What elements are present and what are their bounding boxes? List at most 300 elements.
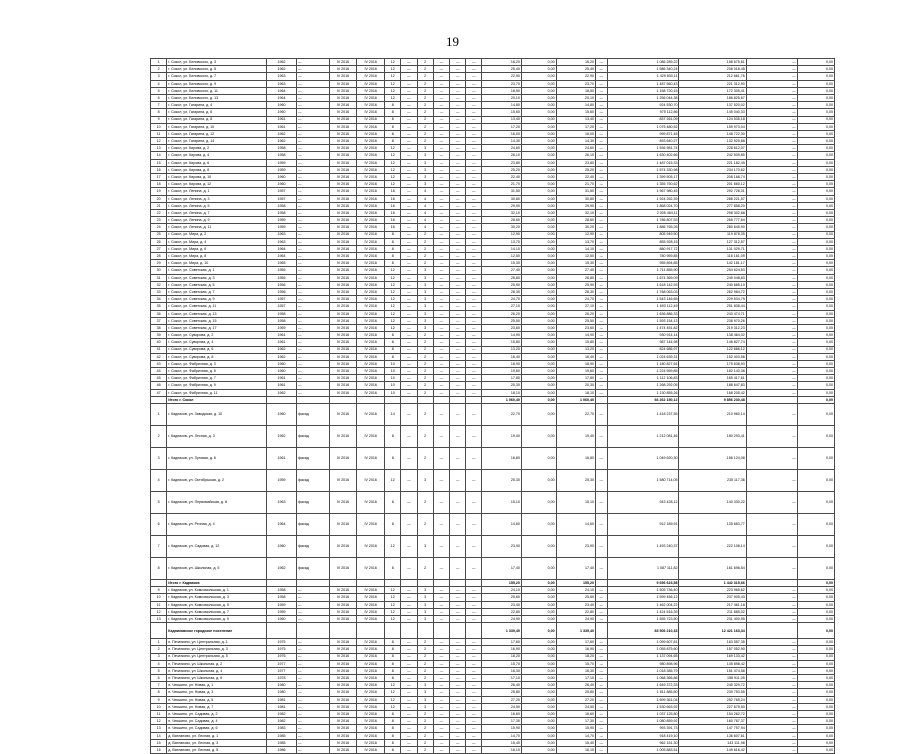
table-cell: IV 2016 — [329, 102, 357, 109]
table-cell: 6 — [151, 514, 167, 536]
table-cell: фасад — [297, 492, 329, 514]
table-cell: 1963 — [266, 238, 296, 245]
table-cell: 1 868 024,70 — [607, 202, 679, 209]
table-cell: г. Сокол, ул. Фабричная, д. 3 — [167, 360, 267, 367]
table-cell: 14,90 — [556, 332, 595, 339]
table-cell: 2 — [417, 339, 433, 346]
table-cell: 1959 — [266, 601, 296, 608]
table-cell: 165 417,61 — [679, 375, 746, 382]
table-cell: 1 487 015,33 — [607, 159, 679, 166]
table-cell: — — [596, 608, 608, 615]
table-cell: 0,00 — [797, 116, 834, 123]
table-cell: — — [466, 109, 482, 116]
table-cell: 1981 — [266, 703, 296, 710]
table-cell: — — [433, 718, 449, 725]
table-cell: — — [596, 152, 608, 159]
table-cell: 2 — [417, 332, 433, 339]
table-cell: 25,90 — [556, 281, 595, 288]
table-cell: IV 2016 — [329, 646, 357, 653]
table-cell: 152 403,56 — [679, 353, 746, 360]
table-cell: 10 — [385, 360, 401, 367]
table-cell: 10 — [151, 703, 167, 710]
table-cell: 0,00 — [521, 209, 556, 216]
table-cell: IV 2016 — [357, 195, 385, 202]
table-row — [151, 703, 835, 710]
table-cell: 0,00 — [797, 87, 834, 94]
table-cell: 35 — [151, 303, 167, 310]
table-cell: — — [450, 558, 466, 580]
table-cell: 8 — [151, 558, 167, 580]
table-row — [151, 174, 835, 181]
table-cell: 27,20 — [556, 696, 595, 703]
table-cell: 9 856 230,48 — [679, 396, 746, 403]
table-cell: г. Кадников, ул. Октябрьская, д. 2 — [167, 470, 267, 492]
table-cell: 1961 — [266, 332, 296, 339]
table-cell: 31,50 — [482, 188, 521, 195]
table-cell: 4 — [151, 470, 167, 492]
table-cell: — — [596, 209, 608, 216]
table-cell: 3 — [417, 587, 433, 594]
table-cell: 14 — [151, 152, 167, 159]
table-cell: 136 607,61 — [679, 732, 746, 739]
table-cell: 14 — [385, 404, 401, 426]
table-cell: г. Сокол, ул. Мира, д. 8 — [167, 253, 267, 260]
table-cell: 1960 — [266, 404, 296, 426]
table-cell: IV 2016 — [357, 492, 385, 514]
table-cell: IV 2016 — [357, 646, 385, 653]
table-cell: 1958 — [266, 317, 296, 324]
table-cell: 987 144,98 — [607, 339, 679, 346]
table-cell: 27,40 — [556, 267, 595, 274]
table-cell: — — [450, 102, 466, 109]
table-cell: — — [401, 202, 417, 209]
table-cell: — — [596, 346, 608, 353]
table-cell: 188 647,83 — [679, 382, 746, 389]
table-cell: — — [297, 711, 329, 718]
table-cell: 2 — [417, 73, 433, 80]
table-cell: IV 2016 — [357, 608, 385, 615]
table-cell: — — [746, 109, 797, 116]
table-cell: 27,10 — [556, 303, 595, 310]
table-cell: — — [433, 711, 449, 718]
table-cell: 1 505 736,40 — [607, 587, 679, 594]
table-cell — [596, 396, 608, 403]
table-cell: — — [596, 195, 608, 202]
table-cell: — — [297, 718, 329, 725]
table-cell: — — [746, 202, 797, 209]
table-cell: — — [297, 145, 329, 152]
table-cell: 222 108,14 — [679, 536, 746, 558]
table-cell: 14 — [151, 732, 167, 739]
table-cell: IV 2016 — [357, 188, 385, 195]
table-cell: 43 — [151, 360, 167, 367]
table-cell: 12 — [385, 159, 401, 166]
table-cell: — — [746, 80, 797, 87]
table-cell: 12 — [385, 601, 401, 608]
table-cell — [746, 396, 797, 403]
table-cell: п. Печаткино, ул. Школьная, д. 4 — [167, 667, 267, 674]
table-cell: — — [433, 746, 449, 753]
table-cell: IV 2016 — [329, 123, 357, 130]
table-cell: 147 757,94 — [679, 725, 746, 732]
table-cell: 32,10 — [556, 209, 595, 216]
table-cell: — — [746, 245, 797, 252]
table-cell: 1 768 063,03 — [607, 289, 679, 296]
table-cell: 1961 — [266, 123, 296, 130]
table-cell: 44 — [151, 368, 167, 375]
table-cell: — — [596, 536, 608, 558]
table-cell: 12 — [385, 289, 401, 296]
table-cell: — — [596, 389, 608, 396]
table-cell: 1980 — [266, 682, 296, 689]
table-cell — [596, 623, 608, 639]
table-cell: — — [466, 209, 482, 216]
table-cell: — — [466, 660, 482, 667]
table-cell: 12 — [385, 470, 401, 492]
table-cell: Кадниковское городское поселение — [167, 623, 267, 639]
table-cell: — — [596, 73, 608, 80]
table-cell: 0,00 — [797, 718, 834, 725]
table-cell: 0,00 — [797, 396, 834, 403]
table-cell: — — [746, 470, 797, 492]
table-cell: 3 — [417, 152, 433, 159]
table-cell: г. Кадников, ул. Первомайская, д. 8 — [167, 492, 267, 514]
table-cell — [266, 623, 296, 639]
table-cell: 3 — [417, 324, 433, 331]
table-cell: г. Сокол, ул. Кирова, д. 2 — [167, 145, 267, 152]
table-cell: — — [466, 245, 482, 252]
table-row — [151, 116, 835, 123]
table-cell: г. Сокол, ул. Кирова, д. 12 — [167, 181, 267, 188]
table-cell: — — [297, 332, 329, 339]
table-cell: 1964 — [266, 253, 296, 260]
table-cell: 18 — [151, 181, 167, 188]
table-cell: — — [466, 202, 482, 209]
table-cell: 1 075 480,52 — [607, 123, 679, 130]
table-cell: — — [450, 696, 466, 703]
table-cell: 0,00 — [521, 382, 556, 389]
table-cell: 25,30 — [556, 470, 595, 492]
table-cell: IV 2016 — [357, 317, 385, 324]
table-row — [151, 689, 835, 696]
table-cell: фасад — [297, 558, 329, 580]
table-cell: 17,40 — [556, 558, 595, 580]
table-cell: — — [401, 587, 417, 594]
table-cell: 0,00 — [797, 166, 834, 173]
table-cell: 1 493 240,37 — [607, 536, 679, 558]
table-cell: — — [746, 353, 797, 360]
table-cell: 26,10 — [556, 152, 595, 159]
table-cell: — — [746, 601, 797, 608]
table-cell: 0,00 — [521, 404, 556, 426]
table-cell: — — [450, 601, 466, 608]
table-row — [151, 615, 835, 622]
table-cell: 0,00 — [797, 558, 834, 580]
table-cell: — — [450, 59, 466, 66]
table-cell: — — [433, 317, 449, 324]
table-cell: — — [746, 274, 797, 281]
table-cell: — — [297, 587, 329, 594]
table-cell: п. Чекшино, ул. Новая, д. 7 — [167, 703, 267, 710]
table-cell: — — [433, 66, 449, 73]
table-cell: — — [466, 514, 482, 536]
table-cell: 14,30 — [556, 138, 595, 145]
table-cell — [466, 580, 482, 587]
table-cell: — — [401, 558, 417, 580]
table-cell: — — [433, 732, 449, 739]
table-cell: 26,40 — [482, 682, 521, 689]
table-cell: — — [450, 260, 466, 267]
table-cell: 0,00 — [797, 360, 834, 367]
table-cell: — — [746, 102, 797, 109]
table-cell: IV 2016 — [329, 360, 357, 367]
table-cell: 0,00 — [797, 346, 834, 353]
table-cell: — — [433, 660, 449, 667]
table-cell: 251 838,44 — [679, 303, 746, 310]
table-cell: 1955 — [266, 267, 296, 274]
table-cell: — — [596, 94, 608, 101]
table-cell: 2 — [417, 448, 433, 470]
table-cell: — — [297, 73, 329, 80]
table-cell: 254 624,53 — [679, 267, 746, 274]
table-cell: IV 2016 — [329, 660, 357, 667]
table-cell: — — [466, 696, 482, 703]
table-cell: IV 2016 — [329, 166, 357, 173]
table-cell: 1961 — [266, 375, 296, 382]
table-cell: 3 — [417, 470, 433, 492]
table-cell: — — [401, 80, 417, 87]
table-cell: IV 2016 — [329, 375, 357, 382]
table-cell: — — [466, 66, 482, 73]
table-cell: IV 2016 — [357, 253, 385, 260]
table-cell: 298 302,68 — [679, 209, 746, 216]
table-cell: — — [297, 639, 329, 646]
table-cell: п. Чекшино, ул. Новая, д. 1 — [167, 682, 267, 689]
table-cell: 19,40 — [556, 426, 595, 448]
table-cell: — — [466, 296, 482, 303]
table-cell: 12 — [385, 274, 401, 281]
table-cell: — — [297, 188, 329, 195]
table-cell: г. Сокол, ул. Ленина, д. 9 — [167, 217, 267, 224]
table-cell: 3 — [417, 281, 433, 288]
table-cell: — — [746, 536, 797, 558]
register-table-body — [151, 59, 835, 754]
table-cell: 1 474 451,82 — [607, 324, 679, 331]
table-cell: 0,00 — [521, 289, 556, 296]
table-cell: — — [297, 159, 329, 166]
table-cell: 1960 — [266, 109, 296, 116]
table-cell: — — [596, 281, 608, 288]
table-cell: — — [596, 718, 608, 725]
table-cell: — — [297, 209, 329, 216]
table-cell: — — [596, 404, 608, 426]
table-cell: — — [466, 102, 482, 109]
table-cell: 1 086 289,22 — [607, 59, 679, 66]
table-cell: — — [596, 238, 608, 245]
table-cell: — — [450, 73, 466, 80]
table-cell: 0,00 — [797, 310, 834, 317]
table-cell: 1 786 807,53 — [607, 217, 679, 224]
table-cell: 16 — [385, 202, 401, 209]
table-cell: 12 — [151, 718, 167, 725]
table-cell: 23,70 — [556, 80, 595, 87]
table-cell: IV 2016 — [357, 667, 385, 674]
table-cell: 25,60 — [482, 594, 521, 601]
table-cell: — — [297, 608, 329, 615]
table-cell: IV 2016 — [329, 281, 357, 288]
table-cell: — — [596, 558, 608, 580]
table-cell: — — [450, 123, 466, 130]
table-cell: г. Сокол, ул. Фабричная, д. 9 — [167, 382, 267, 389]
table-cell: 8 — [385, 646, 401, 653]
table-cell: — — [450, 689, 466, 696]
table-cell: — — [401, 224, 417, 231]
table-row — [151, 195, 835, 202]
table-cell: — — [401, 231, 417, 238]
table-cell: — — [596, 375, 608, 382]
table-cell: — — [433, 260, 449, 267]
table-cell: — — [596, 594, 608, 601]
table-row — [151, 514, 835, 536]
table-cell: 1 611 885,50 — [607, 689, 679, 696]
table-cell: — — [433, 739, 449, 746]
table-cell: г. Сокол, ул. Мира, д. 10 — [167, 260, 267, 267]
table-cell: 0,00 — [521, 689, 556, 696]
table-cell: 14,60 — [482, 514, 521, 536]
table-row — [151, 601, 835, 608]
table-cell: 7 — [151, 536, 167, 558]
table-cell: — — [466, 188, 482, 195]
table-cell: IV 2016 — [357, 159, 385, 166]
table-cell: IV 2016 — [357, 267, 385, 274]
table-cell: 235 117,36 — [679, 470, 746, 492]
table-cell: 16,20 — [482, 59, 521, 66]
table-cell: 9 696 623,58 — [607, 580, 679, 587]
table-cell: 31,50 — [556, 188, 595, 195]
table-cell: 16 — [151, 746, 167, 753]
table-cell: 1 693 112,49 — [607, 303, 679, 310]
table-cell: 0,00 — [797, 608, 834, 615]
table-cell: IV 2016 — [329, 746, 357, 753]
table-cell: — — [401, 746, 417, 753]
table-cell: 25,80 — [482, 689, 521, 696]
table-cell: — — [450, 587, 466, 594]
table-cell: — — [401, 382, 417, 389]
table-cell: 0,00 — [521, 87, 556, 94]
table-cell: — — [401, 660, 417, 667]
table-cell: — — [450, 675, 466, 682]
table-cell: 2 — [417, 558, 433, 580]
table-cell: — — [401, 260, 417, 267]
table-cell: г. Кадников, ул. Заводская, д. 10 — [167, 404, 267, 426]
table-row — [151, 188, 835, 195]
table-cell: — — [746, 667, 797, 674]
table-cell: 16 — [151, 166, 167, 173]
table-cell: 999 871,45 — [607, 130, 679, 137]
table-cell: — — [297, 732, 329, 739]
table-cell: — — [433, 138, 449, 145]
table-cell: — — [746, 224, 797, 231]
table-cell: 1958 — [266, 209, 296, 216]
table-cell: — — [450, 289, 466, 296]
table-cell: 243 474,71 — [679, 310, 746, 317]
table-cell: — — [401, 696, 417, 703]
table-cell: 12 — [385, 181, 401, 188]
table-cell: 2 — [151, 426, 167, 448]
table-cell: 1960 — [266, 536, 296, 558]
table-cell: 211 885,02 — [679, 608, 746, 615]
table-row — [151, 303, 835, 310]
table-cell: — — [596, 317, 608, 324]
table-cell: 15,70 — [482, 660, 521, 667]
table-cell: 0,00 — [521, 615, 556, 622]
table-cell: 1 462 004,22 — [607, 601, 679, 608]
table-cell: 1 580 714,05 — [607, 470, 679, 492]
table-cell: 1 487 560,43 — [607, 80, 679, 87]
table-cell: 23,80 — [556, 159, 595, 166]
table-cell: 36 — [151, 310, 167, 317]
table-cell: г. Кадников, ул. Комсомольская, д. 5 — [167, 601, 267, 608]
table-cell: 169 133,42 — [679, 653, 746, 660]
table-cell: 1 593 154,13 — [607, 317, 679, 324]
table-cell: 47 — [151, 389, 167, 396]
table-cell: — — [297, 601, 329, 608]
table-cell: 16,90 — [482, 646, 521, 653]
table-cell: — — [596, 353, 608, 360]
table-cell: г. Сокол, ул. Суворова, д. 4 — [167, 339, 267, 346]
table-cell: — — [466, 159, 482, 166]
table-cell: — — [596, 332, 608, 339]
table-cell: 236 970,26 — [679, 317, 746, 324]
table-cell: IV 2016 — [357, 260, 385, 267]
table-cell: IV 2016 — [329, 711, 357, 718]
table-cell: 8 — [385, 238, 401, 245]
table-cell: 1975 — [266, 646, 296, 653]
table-cell: 2 — [417, 109, 433, 116]
table-cell: — — [433, 80, 449, 87]
table-cell: — — [433, 209, 449, 216]
table-cell: IV 2016 — [357, 145, 385, 152]
table-cell: 3 — [417, 696, 433, 703]
table-row — [151, 289, 835, 296]
table-cell: 30,20 — [482, 224, 521, 231]
table-cell: — — [433, 725, 449, 732]
table-cell: 2 — [417, 746, 433, 753]
table-cell: 30,20 — [556, 224, 595, 231]
table-cell: — — [401, 109, 417, 116]
table-cell: 12 — [385, 310, 401, 317]
table-cell: г. Сокол, ул. Беловского, д. 5 — [167, 66, 267, 73]
table-cell: — — [746, 116, 797, 123]
table-cell: — — [401, 711, 417, 718]
table-cell: 780 959,85 — [607, 253, 679, 260]
table-cell: — — [433, 696, 449, 703]
table-cell: — — [466, 587, 482, 594]
table-cell — [385, 396, 401, 403]
table-cell: 1 037 125,80 — [607, 711, 679, 718]
table-cell: IV 2016 — [357, 448, 385, 470]
table-cell: — — [401, 536, 417, 558]
table-cell: 0,00 — [797, 580, 834, 587]
table-cell: 3 — [417, 289, 433, 296]
table-row — [151, 224, 835, 231]
table-cell — [433, 580, 449, 587]
table-cell: 0,00 — [521, 181, 556, 188]
table-cell: 23 — [151, 217, 167, 224]
table-cell: 24,60 — [482, 145, 521, 152]
table-cell: — — [450, 324, 466, 331]
table-cell: — — [450, 202, 466, 209]
